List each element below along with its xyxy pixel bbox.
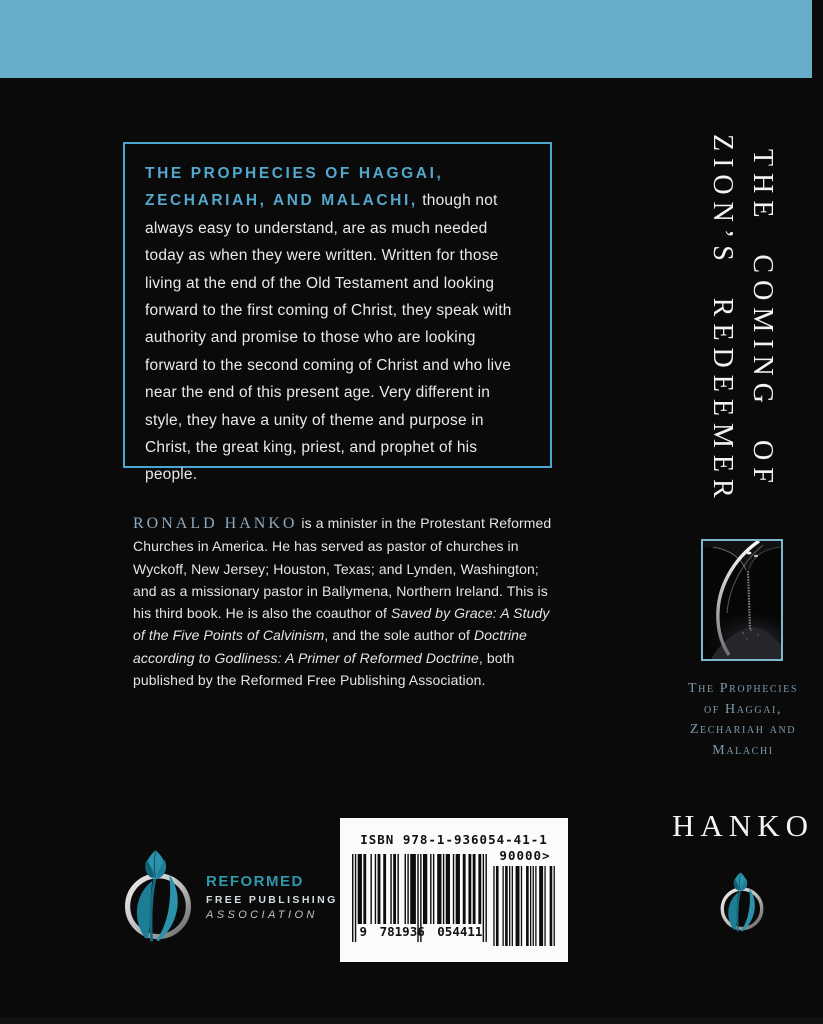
barcode-addon-label: 90000> (499, 848, 551, 863)
hourglass-photo-art (703, 541, 781, 659)
publisher-logo (118, 845, 338, 945)
spine-author-name: HANKO (672, 808, 814, 843)
spine-subtitle-line: Malachi (712, 742, 774, 758)
spine-subtitle-line: Zechariah and (689, 722, 797, 738)
spine-title-line2: ZION’S REDEEMER (707, 133, 738, 505)
spine-subtitle (670, 679, 816, 761)
bio-text: is a minister in the Protestant Reformed Churches in America. He has served as pastor of churches in Wyckoff, New Jersey; Houston, Texas; and Lynden, Washington; and as a missionary pastor in Ballymena, Northern Ireland. This is his third book. He is also the coauthor of (133, 515, 552, 622)
top-band (0, 0, 812, 78)
barcode (340, 818, 568, 962)
publisher-line1: REFORMED (206, 873, 304, 890)
spine-subtitle-line: The Prophecies (687, 681, 799, 696)
description-heading: THE PROPHECIES OF HAGGAI, ZECHARIAH, AND MALACHI, (145, 165, 444, 210)
cover-bottom-edge (0, 1017, 823, 1024)
description-box (123, 142, 552, 484)
bio-text: , both published by the Reformed Free Publishing Association. (133, 649, 515, 689)
description-paragraph (145, 160, 526, 489)
bio-book-title: Saved by Grace: A Study of the Five Points of Calvinism (133, 605, 550, 644)
bio-text: , and the sole author of (324, 627, 475, 644)
bio-book-title: Doctrine according to Godliness: A Primer of Reformed Doctrine (133, 627, 527, 666)
tulip-logo-icon (716, 870, 768, 933)
tulip-logo-icon (118, 845, 198, 945)
spine-title-line1: THE COMING OF (747, 148, 778, 490)
publisher-line3: ASSOCIATION (206, 909, 318, 921)
spine-title (702, 118, 782, 520)
author-name: RONALD HANKO (133, 515, 298, 532)
publisher-name (206, 873, 338, 921)
barcode-digits: 9 781936 054411 (359, 924, 483, 939)
spine-subtitle-line: of Haggai, (703, 701, 783, 717)
barcode-bars-addon (492, 866, 556, 946)
description-body: though not always easy to understand, are as much needed today as when they were written. Written for those living at the end of the Old Testament and looking forward to the first coming of Christ, they speak with authority and promise to those who are looking forward to the second coming of Christ and who live near the end of this present age. Very different in style, they have a unity of theme and purpose in Christ, the great king, priest, and prophet of his people. (145, 192, 512, 484)
isbn-label: ISBN 978-1-936054-41-1 (360, 832, 548, 847)
publisher-line2: FREE PUBLISHING (206, 894, 338, 906)
author-bio (133, 512, 565, 691)
hourglass-image (701, 539, 783, 661)
